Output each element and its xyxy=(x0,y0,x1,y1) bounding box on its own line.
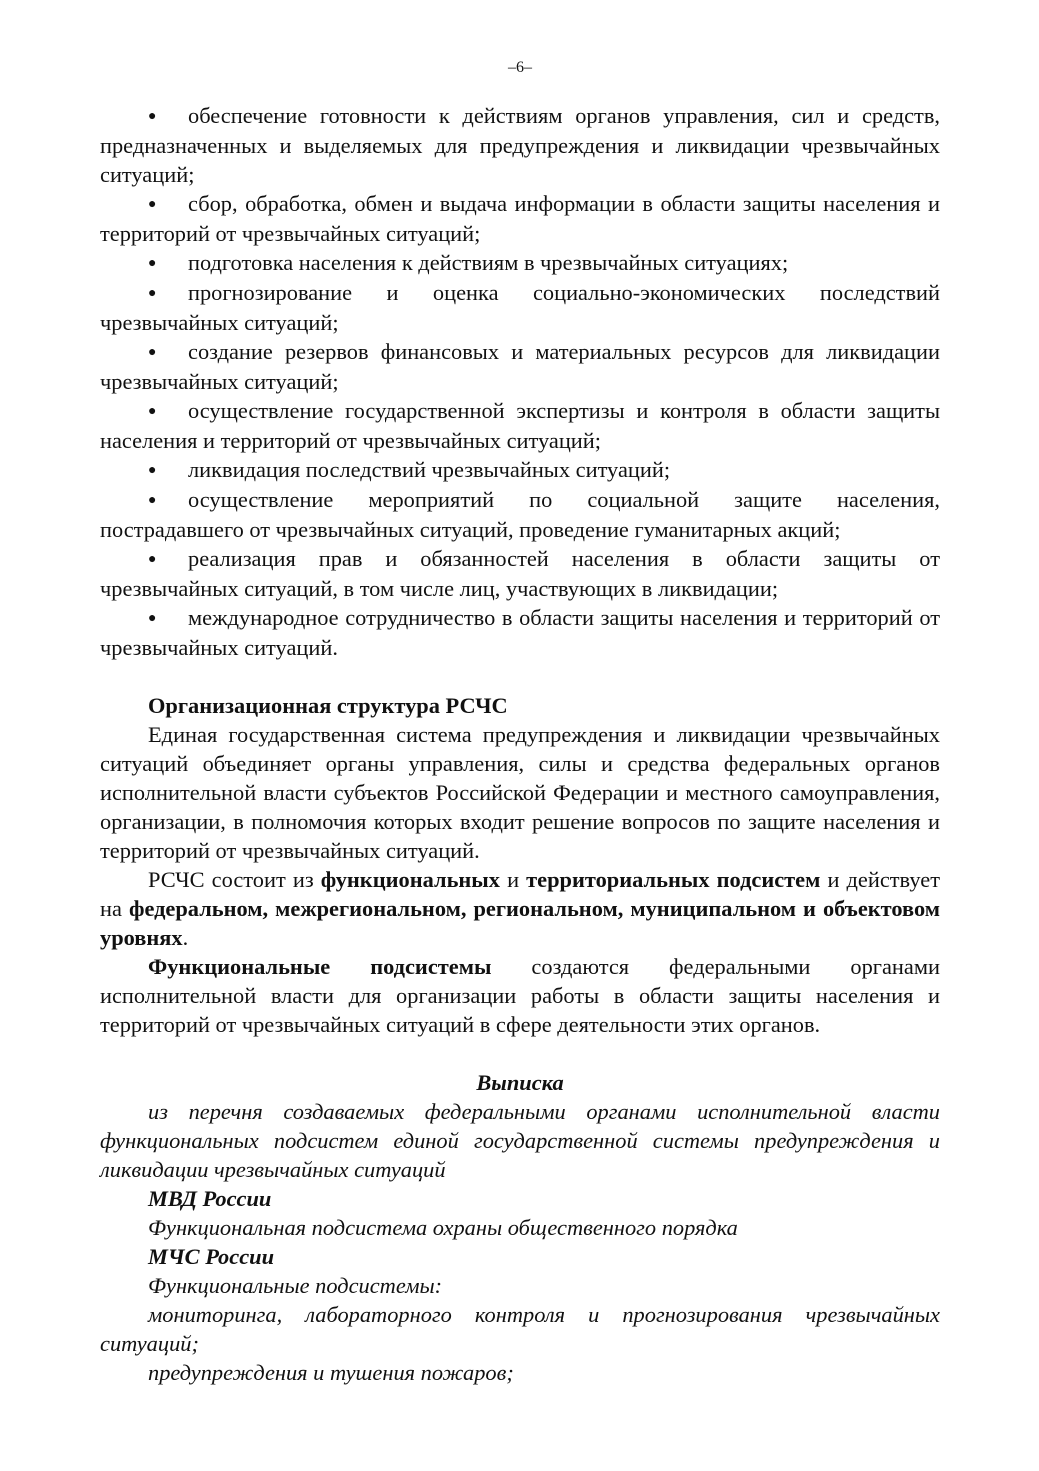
paragraph: Функциональные подсистемы создаются федеральными органами исполнительной власти для организации работы в области защиты населения и территорий от чрезвычайных ситуаций в сфере деятельности этих органов. xyxy=(100,954,940,1037)
bullet-item: ● сбор, обработка, обмен и выдача информации в области защиты населения и территорий от чрезвычайных ситуаций; xyxy=(100,191,940,246)
extract-title: Выписка xyxy=(476,1070,564,1095)
bullet-icon: ● xyxy=(148,404,157,419)
bullet-icon: ● xyxy=(148,463,157,478)
paragraph: РСЧС состоит из функциональных и территориальных подсистем и действует на федеральном, межрегиональном, региональном, муниципальном и объектовом уровнях. xyxy=(100,867,940,950)
bullet-icon: ● xyxy=(148,611,157,626)
bullet-item: ● осуществление государственной экспертизы и контроля в области защиты населения и территорий от чрезвычайных ситуаций; xyxy=(100,398,940,453)
bullet-icon: ● xyxy=(148,197,157,212)
agency-heading-mchs: МЧС России xyxy=(148,1244,275,1269)
subsystem-item: Функциональная подсистема охраны общественного порядка xyxy=(148,1215,738,1240)
bullet-item: ● создание резервов финансовых и материальных ресурсов для ликвидации чрезвычайных ситуаций; xyxy=(100,339,940,394)
bullet-item: ● осуществление мероприятий по социальной защите населения, пострадавшего от чрезвычайных ситуаций, проведение гуманитарных акций; xyxy=(100,487,940,542)
bullet-icon: ● xyxy=(148,256,157,271)
extract-subtitle: из перечня создаваемых федеральными органами исполнительной власти функциональных подсистем единой государственной системы предупреждения и ликвидации чрезвычайных ситуаций xyxy=(100,1099,940,1182)
subsystems-label: Функциональные подсистемы: xyxy=(148,1273,443,1298)
bullet-icon: ● xyxy=(148,109,157,124)
bullet-icon: ● xyxy=(148,493,157,508)
bullet-icon: ● xyxy=(148,345,157,360)
bullet-icon: ● xyxy=(148,286,157,301)
bullet-item: ● подготовка населения к действиям в чрезвычайных ситуациях; xyxy=(100,248,940,278)
bullet-item: ● ликвидация последствий чрезвычайных ситуаций; xyxy=(100,455,940,485)
agency-heading-mvd: МВД России xyxy=(148,1186,272,1211)
bullet-item: ● прогнозирование и оценка социально-экономических последствий чрезвычайных ситуаций; xyxy=(100,280,940,335)
bullet-item: ● международное сотрудничество в области защиты населения и территорий от чрезвычайных ситуаций. xyxy=(100,605,940,660)
bullet-item: ● обеспечение готовности к действиям органов управления, сил и средств, предназначенных и выделяемых для предупреждения и ликвидации чрезвычайных ситуаций; xyxy=(100,103,940,187)
subsystem-item: мониторинга, лабораторного контроля и прогнозирования чрезвычайных ситуаций; xyxy=(100,1302,940,1356)
page-number: –6– xyxy=(508,59,532,76)
document-page xyxy=(100,58,940,1387)
section-heading: Организационная структура РСЧС xyxy=(148,693,508,718)
subsystem-item: предупреждения и тушения пожаров; xyxy=(148,1360,514,1385)
bullet-item: ● реализация прав и обязанностей населения в области защиты от чрезвычайных ситуаций, в том числе лиц, участвующих в ликвидации; xyxy=(100,546,940,601)
bullet-list xyxy=(100,101,940,662)
paragraph: Единая государственная система предупреждения и ликвидации чрезвычайных ситуаций объединяет органы управления, силы и средства федеральных органов исполнительной власти субъектов Российской Федерации и местного самоуправления, организации, в полномочия которых входит решение вопросов по защите населения и территорий от чрезвычайных ситуаций. xyxy=(100,722,940,863)
bullet-icon: ● xyxy=(148,552,157,567)
